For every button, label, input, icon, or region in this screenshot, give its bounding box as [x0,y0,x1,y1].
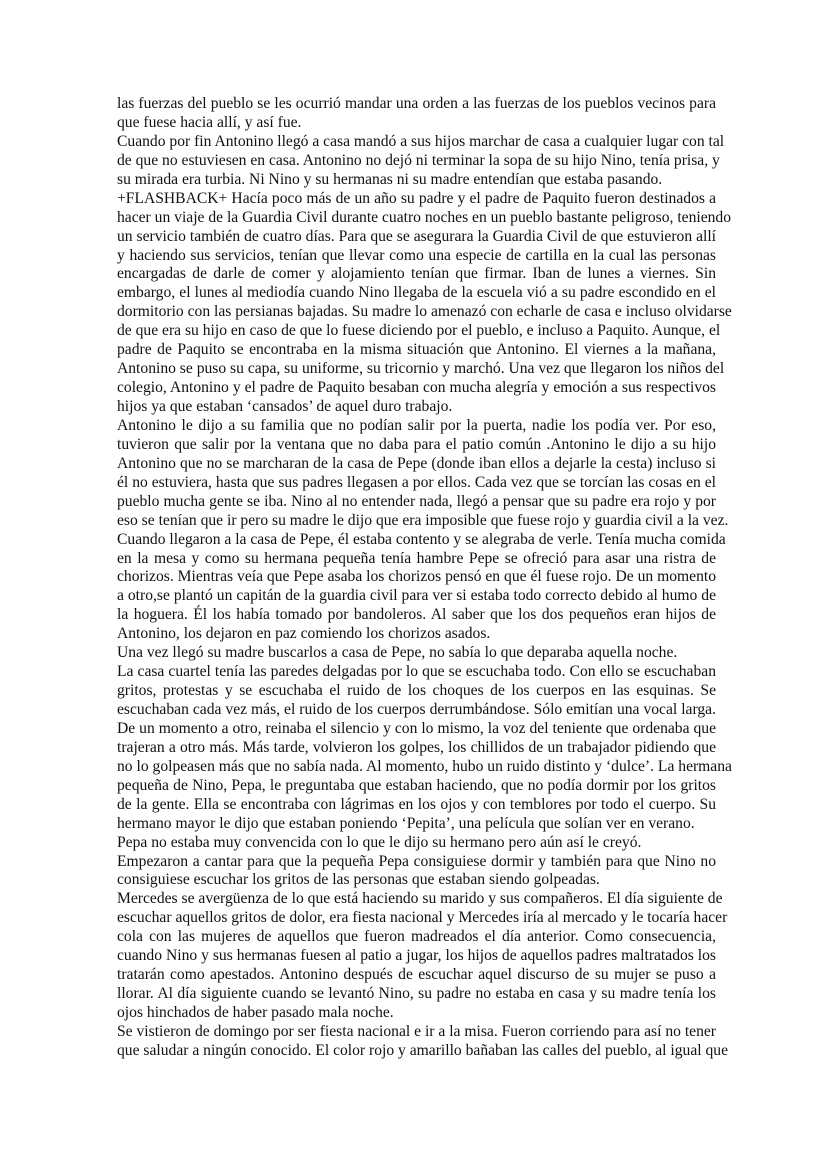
text-line: a otro,se plantó un capitán de la guardia civil para ver si estaba todo correcto debido al humo de [117,587,716,605]
text-line: pequeña de Nino, Pepa, le preguntaba que estaban haciendo, que no podía dormir por los gritos [117,776,716,794]
text-line: la hoguera. Él los había tomado por bandoleros. Al saber que los dos pequeños eran hijos de [117,606,716,624]
text-line: gritos, protestas y se escuchaba el ruido de los choques de los cuerpos en las esquinas. Se [117,682,716,700]
text-line: De un momento a otro, reinaba el silencio y con lo mismo, la voz del teniente que ordenaba que [117,719,716,737]
text-line: Cuando por fin Antonino llegó a casa mandó a sus hijos marchar de casa a cualquier lugar con tal [117,132,725,150]
text-line: de que era su hijo en caso de que lo fuese diciendo por el pueblo, e incluso a Paquito. Aunque, el [117,322,721,340]
text-line: él no estuviera, hasta que sus padres llegasen a por ellos. Cada vez que se torcían las cosas en el [117,473,716,491]
text-line: Empezaron a cantar para que la pequeña Pepa consiguiese dormir y también para que Nino no [117,852,716,870]
text-line: tuvieron que salir por la ventana que no daba para el patio común .Antonino le dijo a su hijo [117,435,716,453]
text-line: cola con las mujeres de aquellos que fueron madreados el día anterior. Como consecuencia, [117,928,716,946]
text-line: consiguiese escuchar los gritos de las personas que estaban siendo golpeadas. [117,871,600,889]
paragraph [117,853,716,891]
text-line: pueblo mucha gente se iba. Nino al no entender nada, llegó a pensar que su padre era rojo y por [117,492,716,510]
text-line: Una vez llegó su madre buscarlos a casa de Pepe, no sabía lo que deparaba aquella noche. [117,644,678,662]
text-line: no lo golpeasen más que no sabía nada. Al momento, hubo un ruido distinto y ‘dulce’. La hermana [117,757,732,775]
text-line: hermano mayor le dijo que estaban poniendo ‘Pepita’, una película que solían ver en verano. [117,814,695,832]
text-line: ojos hinchados de haber pasado mala noche. [117,1004,394,1021]
text-line: +FLASHBACK+ Hacía poco más de un año su padre y el padre de Paquito fueron destinados a [117,189,716,207]
text-line: en la mesa y como su hermana pequeña tenía hambre Pepe se ofreció para asar una ristra de [117,549,716,567]
paragraph [117,834,716,853]
text-line: Cuando llegaron a la casa de Pepe, él estaba contento y se alegraba de verle. Tenía mucha comida [117,530,726,548]
text-line: eso se tenían que ir pero su madre le dijo que era imposible que fuese rojo y guardia civil a la vez. [117,511,729,529]
text-line: que saludar a ningún conocido. El color rojo y amarillo bañaban las calles del pueblo, al igual que [117,1041,728,1059]
text-line: llorar. Al día siguiente cuando se levantó Nino, su padre no estaba en casa y su madre tenía los [117,985,716,1003]
text-line: Antonino, los dejaron en paz comiendo los chorizos asados. [117,625,491,643]
text-line: cuando Nino y sus hermanas fuesen al patio a jugar, los hijos de aquellos padres maltratados los [117,947,716,965]
text-line: su mirada era turbia. Ni Nino y su hermanas ni su madre entendían que estaba pasando. [117,170,663,188]
text-line: las fuerzas del pueblo se les ocurrió mandar una orden a las fuerzas de los pueblos vecinos para [117,95,716,112]
text-line: padre de Paquito se encontraba en la misma situación que Antonino. El viernes a la mañana, [117,341,716,359]
paragraph [117,416,729,644]
text-line: Mercedes se avergüenza de lo que está haciendo su marido y sus compañeros. El día siguiente de [117,890,723,908]
text-line: Antonino le dijo a su familia que no podían salir por la puerta, nadie los podía ver. Por eso, [117,416,716,434]
text-line: Se vistieron de domingo por ser fiesta nacional e ir a la misa. Fueron corriendo para así no tener [117,1022,716,1040]
text-line: y haciendo sus servicios, tenían que llevar como una especie de cartilla en la cual las personas [117,246,716,264]
text-line: de que no estuviesen en casa. Antonino no dejó ni terminar la sopa de su hijo Nino, tenía prisa, y [117,151,720,169]
text-line: encargadas de darle de comer y alojamiento tenían que firmar. Iban de lunes a viernes. Sin [117,265,716,283]
text-line: colegio, Antonino y el padre de Paquito besaban con mucha alegría y emoción a sus respectivos [117,379,716,397]
text-line: trajeran a otro más. Más tarde, volvieron los golpes, los chillidos de un trabajador pidiendo que [117,738,716,756]
text-line: hijos ya que estaban ‘cansados’ de aquel duro trabajo. [117,398,453,415]
text-line: de la gente. Ella se encontraba con lágrimas en los ojos y con temblores por todo el cuerpo. Su [117,795,716,813]
text-line: Antonino se puso su capa, su uniforme, su tricornio y marchó. Una vez que llegaron los niños del [117,360,725,378]
paragraph [117,644,716,663]
text-line: Pepa no estaba muy convencida con lo que le dijo su hermano pero aún así le creyó. [117,833,642,851]
paragraph [117,132,725,190]
text-line: embargo, el lunes al mediodía cuando Nino llegaba de la escuela vió a su padre escondido en el [117,284,716,302]
paragraph [117,1022,728,1061]
text-line: escuchaban cada vez más, el ruido de los cuerpos derrumbándose. Sólo emitían una vocal larga. [117,701,716,718]
text-line: dormitorio con las persianas bajadas. Su madre lo amenazó con echarle de casa e incluso olvidarse [117,303,732,321]
text-line: tratarán como apestados. Antonino después de escuchar aquel discurso de su mujer se puso a [117,966,716,984]
text-line: hacer un viaje de la Guardia Civil durante cuatro noches en un pueblo bastante peligroso, teniendo [117,208,732,226]
text-line: que fuese hacia allí, y así fue. [117,113,302,131]
paragraph [117,95,716,133]
paragraph [117,890,728,1023]
document-page-body [117,95,732,1061]
text-line: Antonino que no se marcharan de la casa de Pepe (donde iban ellos a dejarle la cesta) incluso si [117,454,716,472]
text-line: chorizos. Mientras veía que Pepe asaba los chorizos pensó en que él fuese rojo. De un momento [117,568,716,586]
paragraph [117,189,732,417]
text-line: un servicio también de cuatro días. Para que se asegurara la Guardia Civil de que estuvieron allí [117,227,716,245]
text-line: escuchar aquellos gritos de dolor, era fiesta nacional y Mercedes iría al mercado y le tocaría hacer [117,909,728,927]
text-line: La casa cuartel tenía las paredes delgadas por lo que se escuchaba todo. Con ello se escuchaban [117,663,716,681]
paragraph [117,663,732,833]
